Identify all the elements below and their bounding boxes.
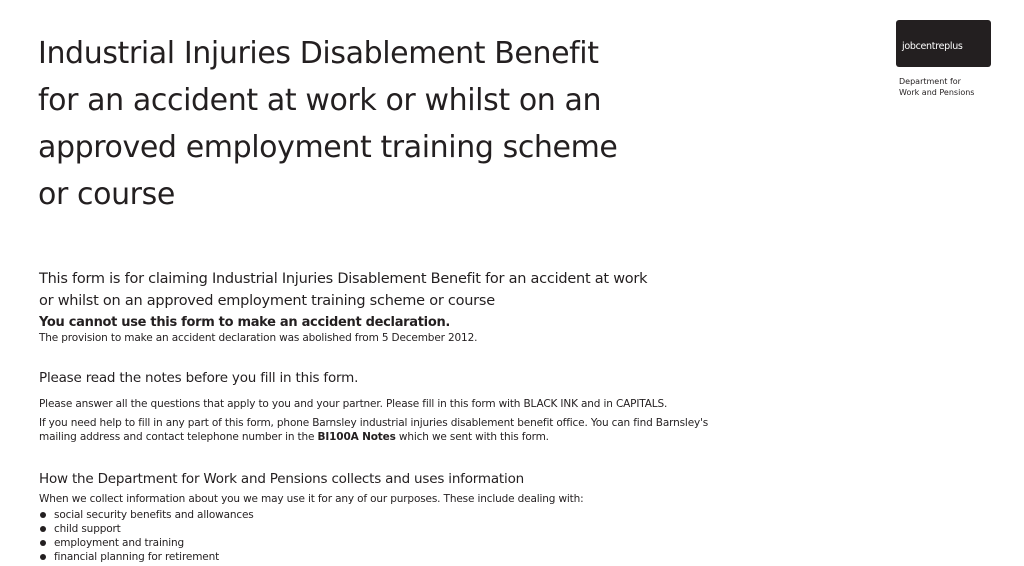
department-line: Department for <box>899 77 961 86</box>
form-title-line: or course <box>38 177 175 212</box>
form-title-line: Industrial Injuries Disablement Benefit <box>38 36 599 71</box>
form-title-line: approved employment training scheme <box>38 130 618 165</box>
list-item-text: social security benefits and allowances <box>54 509 254 521</box>
abolition-note: The provision to make an accident declaration was abolished from 5 December 2012. <box>39 332 478 344</box>
form-purpose-line: This form is for claiming Industrial Injuries Disablement Benefit for an accident at work <box>39 271 648 287</box>
help-paragraph <box>39 416 708 444</box>
instructions-paragraph <box>39 397 667 411</box>
help-text-line: If you need help to fill in any part of this form, phone Barnsley industrial injuries disablement benefit office. You can find Barnsley's <box>39 417 709 429</box>
help-text-end: which we sent with this form. <box>395 431 549 443</box>
list-item-text: child support <box>54 523 121 535</box>
bullet-icon <box>40 554 46 560</box>
list-item <box>39 536 254 550</box>
jobcentreplus-logo <box>896 20 991 67</box>
data-use-intro: When we collect information about you we may use it for any of our purposes. These include dealing with: <box>39 493 584 505</box>
bullet-icon <box>40 512 46 518</box>
bullet-icon <box>40 526 46 532</box>
form-title <box>38 30 738 218</box>
form-title-line: for an accident at work or whilst on an <box>38 83 602 118</box>
bullet-icon <box>40 540 46 546</box>
instructions-text: Please answer all the questions that apply to you and your partner. Please fill in this form with BLACK INK and in CAPITALS. <box>39 398 668 410</box>
list-item <box>39 550 254 564</box>
data-use-heading: How the Department for Work and Pensions collects and uses information <box>39 471 524 487</box>
department-name <box>899 76 974 98</box>
read-notes-heading: Please read the notes before you fill in this form. <box>39 370 359 386</box>
form-purpose-line: or whilst on an approved employment training scheme or course <box>39 293 495 309</box>
form-purpose <box>39 268 647 312</box>
help-text-line <box>39 430 708 444</box>
list-item <box>39 522 254 536</box>
list-item-text: financial planning for retirement <box>54 551 220 563</box>
help-text-start: mailing address and contact telephone number in the <box>39 431 318 443</box>
department-line: Work and Pensions <box>899 88 975 97</box>
list-item-text: employment and training <box>54 537 185 549</box>
logo-text: jobcentreplus <box>902 41 963 52</box>
list-item <box>39 508 254 522</box>
bi100a-notes-reference: BI100A Notes <box>317 431 396 443</box>
accident-declaration-warning: You cannot use this form to make an accident declaration. <box>39 315 451 330</box>
purposes-list <box>39 508 254 564</box>
